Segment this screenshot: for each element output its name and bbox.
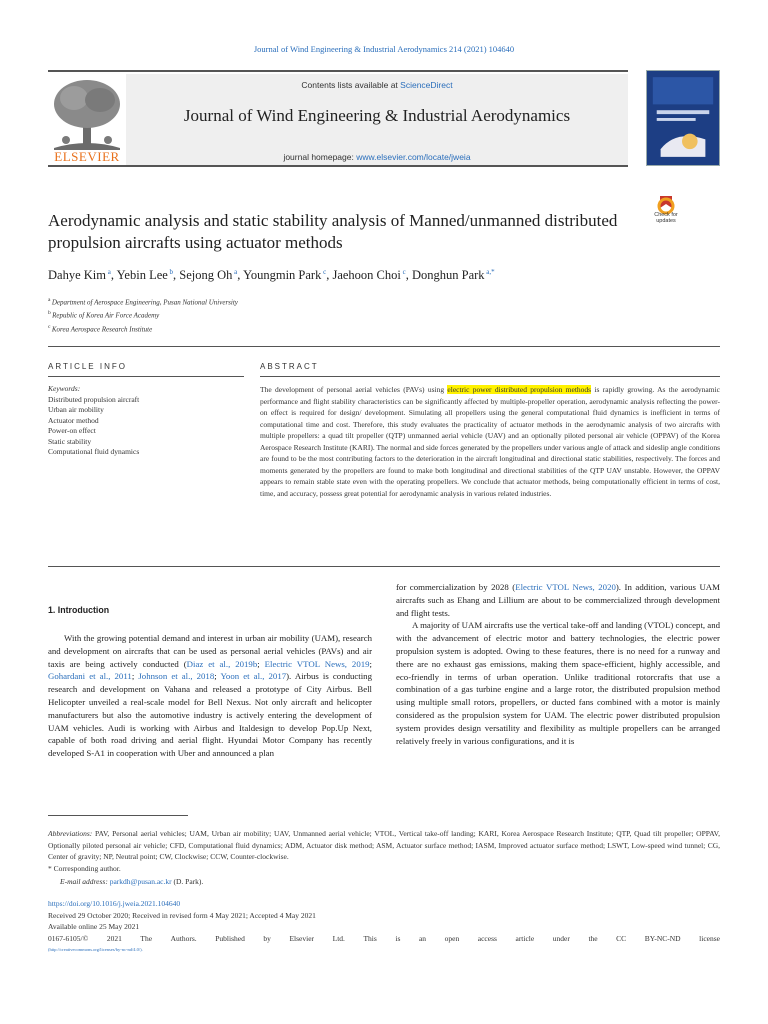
- author-name[interactable]: Jaehoon Choi: [332, 268, 401, 283]
- license-word: the: [588, 933, 598, 943]
- citation-link[interactable]: Gohardani et al., 2011: [48, 671, 132, 682]
- affiliation-marker[interactable]: c: [321, 268, 327, 276]
- masthead-top-rule: [48, 70, 628, 72]
- affiliation: $^a$ Department of Aerospace Engineering, Pusan National University: [48, 297, 238, 307]
- journal-name: Journal of Wind Engineering & Industrial Aerodynamics: [183, 106, 571, 125]
- affiliation: $^c$ Korea Aerospace Research Institute: [48, 323, 153, 333]
- license-word: CC: [616, 933, 627, 943]
- license-word: Published: [215, 933, 245, 943]
- keyword: Static stability: [48, 436, 92, 446]
- journal-masthead: [48, 70, 628, 166]
- license-word: 0167-6105/©: [48, 933, 89, 943]
- license-word: access: [477, 933, 497, 943]
- article-info-heading: ARTICLE INFO: [48, 362, 127, 371]
- license-word: under: [552, 933, 570, 943]
- affiliation-marker[interactable]: c: [400, 268, 406, 276]
- paragraph: A majority of UAM aircrafts use the vertical take-off and landing (VTOL) concept, and with the advancement of electric motor and battery technologies, the electric power propulsion system is adopted. Owing to these features, there is no need for a runway and there are no exhaust gas emissions, making them space-efficient, highly accessible, and eco-friendly in terms of urban operation. Unlike traditional rotorcrafts that use a combination of a gas turbine engine and a large rotor, the distributed propulsion method using multiple small rotors, propellers, or ducted fans combined with a motor is mainly considered as the propulsion system for UAM. The electric power distributed propulsion system provides design versatility and flexibility as multiple propellers can be arranged relatively freely in various configurations, and it is: [396, 620, 720, 746]
- author-name[interactable]: Yebin Lee: [116, 268, 168, 283]
- paragraph: With the growing potential demand and interest in urban air mobility (UAM), research and development on aircrafts that can be used as personal aerial vehicles (PAVs) and air taxis are being actively conducted (Diaz et al., 2019b; Electric VTOL News, 2019; Gohardani et al., 2011; Johnson et al., 2018; Yoon et al., 2017). Airbus is conducting research and development on Vahana and released a prototype of City Airbus. Bell Helicopter unveiled a real-scale model for Bell Nexus. Not only aircraft and helicopter manufacturers but also the automotive industry is actively entering the development of UAM vehicles. Audi is working with Airbus and Italdesign to develop Pop.Up Next, capable of both road driving and aerial flight. Hyundai Motor Company has recently developed S-A1 in cooperation with Uber and announced a plan: [48, 633, 372, 759]
- author-name[interactable]: Dahye Kim: [48, 268, 106, 283]
- citation-link[interactable]: Electric VTOL News, 2019: [264, 658, 370, 669]
- highlighted-phrase[interactable]: electric power distributed propulsion methods: [447, 385, 592, 394]
- author-name[interactable]: Donghun Park: [411, 268, 485, 283]
- citation-link[interactable]: Johnson et al., 2018: [138, 671, 215, 682]
- footnote-rule: [48, 815, 188, 816]
- corresponding-author-note: * Corresponding author.: [48, 864, 121, 873]
- author-name[interactable]: Sejong Oh: [179, 268, 233, 283]
- license-word: is: [395, 933, 401, 943]
- keywords-label: Keywords:: [48, 384, 81, 393]
- email-note: E-mail address: parkdh@pusan.ac.kr (D. Park).: [60, 877, 204, 886]
- abbreviations-footnote: Abbreviations: PAV, Personal aerial vehicles; UAM, Urban air mobility; UAV, Unmanned aerial vehicle; VTOL, Vertical take-off landing; KARI, Korea Aerospace Research Institute; QTP, Quad tilt propeller; OPPAV, Optionally piloted personal air vehicle; CFD, Computational fluid dynamics; ADM, Actuator disk method; ASM, Actuator surface method; IASM, Improved actuator surface method; LSWT, Low-speed wind tunnel; CG, Center of gravity; NP, Neutral point; CW, Clockwise; CCW, Counter-clockwise.: [48, 829, 720, 861]
- received-dates: Received 29 October 2020; Received in revised form 4 May 2021; Accepted 4 May 2021: [48, 910, 316, 920]
- citation-link[interactable]: Electric VTOL News, 2020: [515, 582, 616, 592]
- keyword: Actuator method: [48, 415, 99, 425]
- check-for-updates-label[interactable]: Check for updates: [654, 212, 678, 224]
- online-date: Available online 25 May 2021: [48, 922, 140, 931]
- keywords-block: [48, 384, 248, 458]
- affiliation-list: [48, 295, 648, 335]
- abstract-rule: [260, 376, 720, 377]
- author-list: Dahye Kim $^a$, Yebin Lee $^b$, Sejong Oh $^a$, Youngmin Park $^c$, Jaehoon Choi $^c$, Donghun Park $^{a,*}$: [48, 268, 495, 283]
- body-column-left: [48, 632, 372, 760]
- abstract-heading: ABSTRACT: [260, 362, 319, 371]
- keyword: Computational fluid dynamics: [48, 447, 140, 456]
- article-title: Aerodynamic analysis and static stability analysis of Manned/unmanned distributed propulsion aircrafts using actuator methods: [48, 211, 618, 252]
- header-separator: [48, 346, 720, 347]
- contents-line: Contents lists available at ScienceDirect: [301, 80, 453, 90]
- affiliation-marker[interactable]: a,*: [484, 268, 495, 276]
- citation-link[interactable]: Diaz et al., 2019b: [186, 658, 258, 669]
- license-statement: [48, 933, 720, 945]
- license-word: Elsevier: [289, 933, 315, 943]
- license-word: BY-NC-ND: [644, 933, 681, 943]
- license-word: license: [699, 933, 720, 943]
- publisher-wordmark: ELSEVIER: [54, 149, 120, 164]
- license-word: This: [363, 933, 377, 943]
- license-url-link[interactable]: (http://creativecommons.org/licenses/by-nc-nd/4.0/).: [48, 947, 143, 952]
- license-word: The: [140, 933, 153, 943]
- keywords-list: [48, 395, 248, 458]
- journal-cover-thumbnail[interactable]: [646, 70, 720, 166]
- license-word: an: [418, 933, 427, 943]
- running-head[interactable]: Journal of Wind Engineering & Industrial Aerodynamics 214 (2021) 104640: [253, 44, 515, 54]
- affiliation-marker[interactable]: a: [232, 268, 238, 276]
- abstract-text: The development of personal aerial vehicles (PAVs) using electric power distributed propulsion methods is rapidly growing. As the aerodynamic performance and flight stability characteristics can be significantly affected by multiple-propeller operation, aerodynamic analysis reflecting the power-on effect is required for design/ development. Simulating all propellers using the general computational fluid dynamics is inefficient in terms of computational time and cost. Therefore, this study evaluates the practicality of actuator methods in the aerodynamic analysis of two aircrafts with multiple propellers: a quad tilt propeller (QTP) unmanned aerial vehicle (UAV) and an optionally piloted personal air vehicle (OPPAV) of the Korea Aerospace Research Institute (KARI). The normal and side forces generated by the propellers under various angle of attack and sideslip angle conditions are found to be the most contributing factors to the deterioration in the aircraft longitudinal and directional static stabilities, respectively. The forces and moments generated by the propellers are found to make both longitudinal and directional stabilities of the QTP UAV unstable. However, the OPPAV appears to remain stable state even with the operating propellers. We conclude that actuator methods, being computationally efficient in terms of cost, time, and accuracy, possess great potential for aerodynamic analysis in various related industries.: [260, 385, 721, 498]
- affiliation-marker[interactable]: b: [167, 268, 174, 276]
- keyword: Power-on effect: [48, 426, 96, 435]
- body-column-right: [396, 581, 720, 747]
- abstract-separator: [48, 566, 720, 567]
- keyword: Urban air mobility: [48, 405, 104, 414]
- license-word: 2021: [106, 933, 122, 943]
- affiliation: $^b$ Republic of Korea Air Force Academy: [48, 310, 160, 320]
- affiliation-marker[interactable]: a: [105, 268, 111, 276]
- keyword: Distributed propulsion aircraft: [48, 394, 140, 404]
- sciencedirect-link[interactable]: ScienceDirect: [400, 80, 453, 90]
- citation-link[interactable]: Yoon et al., 2017: [220, 671, 287, 682]
- article-info-rule: [48, 376, 244, 377]
- license-word: Authors.: [170, 933, 197, 943]
- email-link[interactable]: parkdh@pusan.ac.kr: [109, 877, 172, 886]
- publication-info: [48, 898, 720, 956]
- license-word: by: [263, 933, 271, 943]
- journal-homepage-link[interactable]: www.elsevier.com/locate/jweia: [356, 152, 471, 162]
- license-word: article: [515, 933, 535, 943]
- license-word: open: [444, 933, 460, 943]
- section-heading-introduction: 1. Introduction: [48, 605, 110, 615]
- homepage-line: journal homepage: www.elsevier.com/locate/jweia: [283, 152, 471, 162]
- doi-link[interactable]: https://doi.org/10.1016/j.jweia.2021.104640: [48, 899, 181, 908]
- author-name[interactable]: Youngmin Park: [243, 268, 322, 283]
- paragraph-continuation: for commercialization by 2028 (Electric VTOL News, 2020). In addition, various UAM aircrafts such as Ehang and Lillium are about to be commercialized through development and flight tests.: [396, 582, 720, 618]
- masthead-bottom-rule: [48, 165, 628, 167]
- license-word: Ltd.: [332, 933, 345, 943]
